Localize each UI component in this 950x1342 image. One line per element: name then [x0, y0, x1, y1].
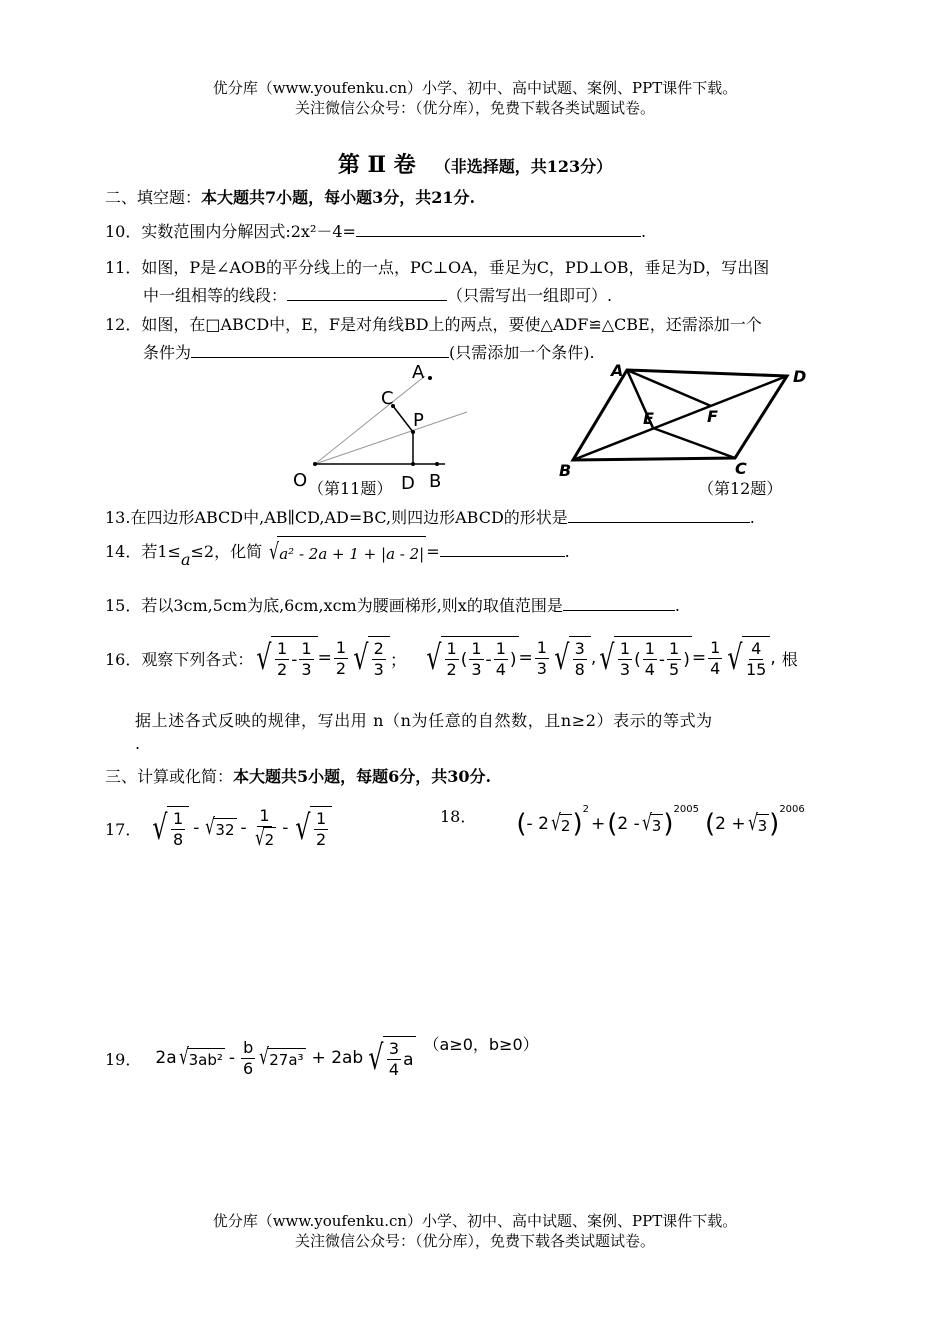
- q14-var: a: [180, 550, 191, 569]
- q12-answer-blank[interactable]: [191, 341, 449, 358]
- q18-term-2: 2 -: [617, 814, 640, 834]
- question-13: [105, 505, 755, 528]
- q14-answer-blank[interactable]: [440, 540, 565, 557]
- header-line-1: 优分库（www.youfenku.cn）小学、初中、高中试题、案例、PPT课件下载。: [212, 79, 738, 97]
- question-17: 17． √ $\frac{1}{8}$ - √ 32 - 1 √ 2 - √ $\frac{1}{2}$: [105, 796, 332, 860]
- question-16-line-3: .: [135, 734, 141, 753]
- q12-prompt: 条件为: [143, 343, 192, 362]
- question-11-line-1: 11．如图，P是∠AOB的平分线上的一点，PC⊥OA，垂足为C，PD⊥OB，垂足为D，写出图: [105, 258, 770, 277]
- question-12-line-1: 12．如图，在□ABCD中，E，F是对角线BD上的两点，要使△ADF≌△CBE，还需添加一个: [105, 315, 762, 334]
- q18-label: 18．: [440, 807, 477, 826]
- point-d: [411, 462, 415, 466]
- q18-term-3: 2 +: [715, 814, 746, 834]
- q19-radical-1: √ 3ab²: [178, 1045, 223, 1070]
- label-o: O: [293, 470, 308, 491]
- question-14: [105, 536, 570, 569]
- figure-12: [555, 358, 815, 483]
- title-main: 第 Ⅱ 卷: [337, 152, 416, 178]
- label-c: C: [735, 459, 747, 478]
- q19-condition: （a≥0，b≥0）: [423, 1035, 539, 1054]
- ray-oa: [315, 376, 425, 464]
- label-d: D: [401, 473, 415, 494]
- q14-text-b: ≤2，化简: [190, 542, 263, 561]
- q16-suffix: 根: [781, 649, 798, 669]
- label-e: E: [643, 409, 654, 428]
- q16-expr-3-rhs: √ $\frac{4}{15}$: [724, 636, 770, 680]
- q19-radical-3: √ $\frac{3}{4}$ a: [368, 1038, 414, 1079]
- ray-bisector: [315, 412, 467, 464]
- q10-answer-blank[interactable]: [356, 220, 641, 237]
- header-line-2: 关注微信公众号：（优分库），免费下载各类试题试卷。: [294, 99, 655, 117]
- figure-11-caption: （第11题）: [308, 479, 393, 498]
- label-d: D: [793, 367, 807, 386]
- q16-prefix: 16．观察下列各式：: [105, 649, 254, 669]
- q13-text: 13.在四边形ABCD中,AB∥CD,AD=BC,则四边形ABCD的形状是: [105, 508, 568, 527]
- q17-term-4: √ $\frac{1}{2}$: [292, 806, 332, 850]
- q17-term-1: √ $\frac{1}{8}$: [149, 806, 189, 850]
- q17-term-2: √ 32: [205, 815, 235, 840]
- q11-note: （只需写出一组即可）.: [447, 286, 613, 305]
- section-3-heading: [105, 764, 491, 787]
- figure-12-caption: （第12题）: [698, 479, 783, 498]
- q16-expr-3: √ $\frac{1}{3}$ ( $\frac{1}{4}$ - $\frac{1}{5}$ ): [599, 638, 690, 679]
- question-18: 18． ( - 2 √ 2 ) $^2$ + ( 2 - √ 3 ) $^{2005}$ ( 2 + √ 3 ) $^{2006}$: [440, 804, 805, 839]
- q18-term-1: - 2: [526, 814, 549, 834]
- q17-term-3: 1 √ 2: [254, 805, 275, 851]
- point-o: [313, 462, 317, 466]
- q16-expr-2: √ $\frac{1}{2}$ ( $\frac{1}{3}$ - $\frac{1}{4}$ ): [426, 638, 517, 679]
- label-b: B: [429, 471, 442, 492]
- question-16-line-1: 16．观察下列各式： √ $\frac{1}{2}$ - $\frac{1}{3}$ = $\frac{1}{2}$ √ $\frac{2}{3}$ ； √ $\frac{1}{2}$ ( $\frac{1}{3}$ - $\frac{1}{4}$ ) = $\frac{1}{3}$ √ $\frac{3}{8}$ , √ $\frac{1}{3}$ ( $\frac{1}{4}$ - $\frac{1}{5}$ ) = $\frac{1}{4}$ √ $\frac{4}{15}$ , 根: [105, 637, 798, 679]
- question-11-line-2: [143, 283, 612, 306]
- q11-answer-blank[interactable]: [287, 284, 447, 301]
- q10-text: 10．实数范围内分解因式:2x²－4=: [105, 222, 356, 241]
- question-15: [105, 593, 680, 616]
- q14-end: .: [564, 542, 570, 561]
- label-p: P: [413, 410, 424, 431]
- q15-answer-blank[interactable]: [563, 594, 675, 611]
- q19-term-1: 2a: [155, 1048, 177, 1068]
- section-2-heading: [105, 185, 475, 208]
- label-a: A: [412, 362, 425, 383]
- q16-expr-1: √ $\frac{1}{2}$ - $\frac{1}{3}$: [253, 636, 317, 680]
- section-2-prefix: 二、填空题：: [105, 188, 202, 207]
- q13-end: .: [749, 508, 755, 527]
- q15-end: .: [674, 596, 680, 615]
- segment-ec: [653, 428, 735, 458]
- q14-radical: √ a² - 2a + 1 + |a - 2|: [267, 536, 426, 569]
- section-2-desc: 本大题共7小题，每小题3分，共21分.: [201, 188, 476, 207]
- q19-radical-2: √ 27a³: [259, 1045, 304, 1070]
- q15-text: 15．若以3cm,5cm为底,6cm,xcm为腰画梯形,则x的取值范围是: [105, 596, 563, 615]
- question-10: [105, 219, 646, 242]
- q10-end: .: [640, 222, 647, 241]
- footer-line-1: 优分库（www.youfenku.cn）小学、初中、高中试题、案例、PPT课件下载。: [212, 1212, 738, 1230]
- point-b: [435, 462, 439, 466]
- q14-expr: a² - 2a + 1 + |a - 2|: [279, 545, 425, 563]
- point-a: [428, 376, 432, 380]
- q14-text-a: 14．若1≤: [105, 542, 181, 561]
- q14-eq: =: [426, 542, 440, 561]
- label-c: C: [381, 388, 394, 409]
- segment-pc: [393, 406, 413, 432]
- title-sub: （非选择题，共123分）: [434, 157, 613, 176]
- q11-prompt: 中一组相等的线段：: [143, 286, 288, 305]
- section-3-desc: 本大题共5小题，每题6分，共30分.: [233, 767, 492, 786]
- label-f: F: [707, 407, 718, 426]
- q16-expr-2-rhs: √ $\frac{3}{8}$: [551, 636, 591, 680]
- section-3-prefix: 三、计算或化简：: [105, 767, 234, 786]
- diagonal-bd: [573, 376, 787, 460]
- footer-line-2: 关注微信公众号：（优分库），免费下载各类试题试卷。: [294, 1232, 655, 1250]
- label-a: A: [611, 361, 624, 380]
- q17-label: 17．: [105, 819, 142, 839]
- label-b: B: [559, 461, 572, 480]
- question-19: 19． 2a √ 3ab² - $\frac{b}{6}$ √ 27a³ + 2ab √ $\frac{3}{4}$ a （a≥0，b≥0）: [105, 1026, 539, 1090]
- page-title: [0, 148, 950, 179]
- q16-expr-1-rhs: √ $\frac{2}{3}$: [350, 636, 390, 680]
- q19-fraction: $\frac{b}{6}$: [243, 1037, 254, 1078]
- q12-note: (只需添加一个条件).: [449, 343, 595, 362]
- question-16-line-2: 据上述各式反映的规律，写出用 n（n为任意的自然数，且n≥2）表示的等式为: [135, 711, 713, 730]
- q13-answer-blank[interactable]: [568, 506, 750, 523]
- q19-label: 19．: [105, 1049, 142, 1069]
